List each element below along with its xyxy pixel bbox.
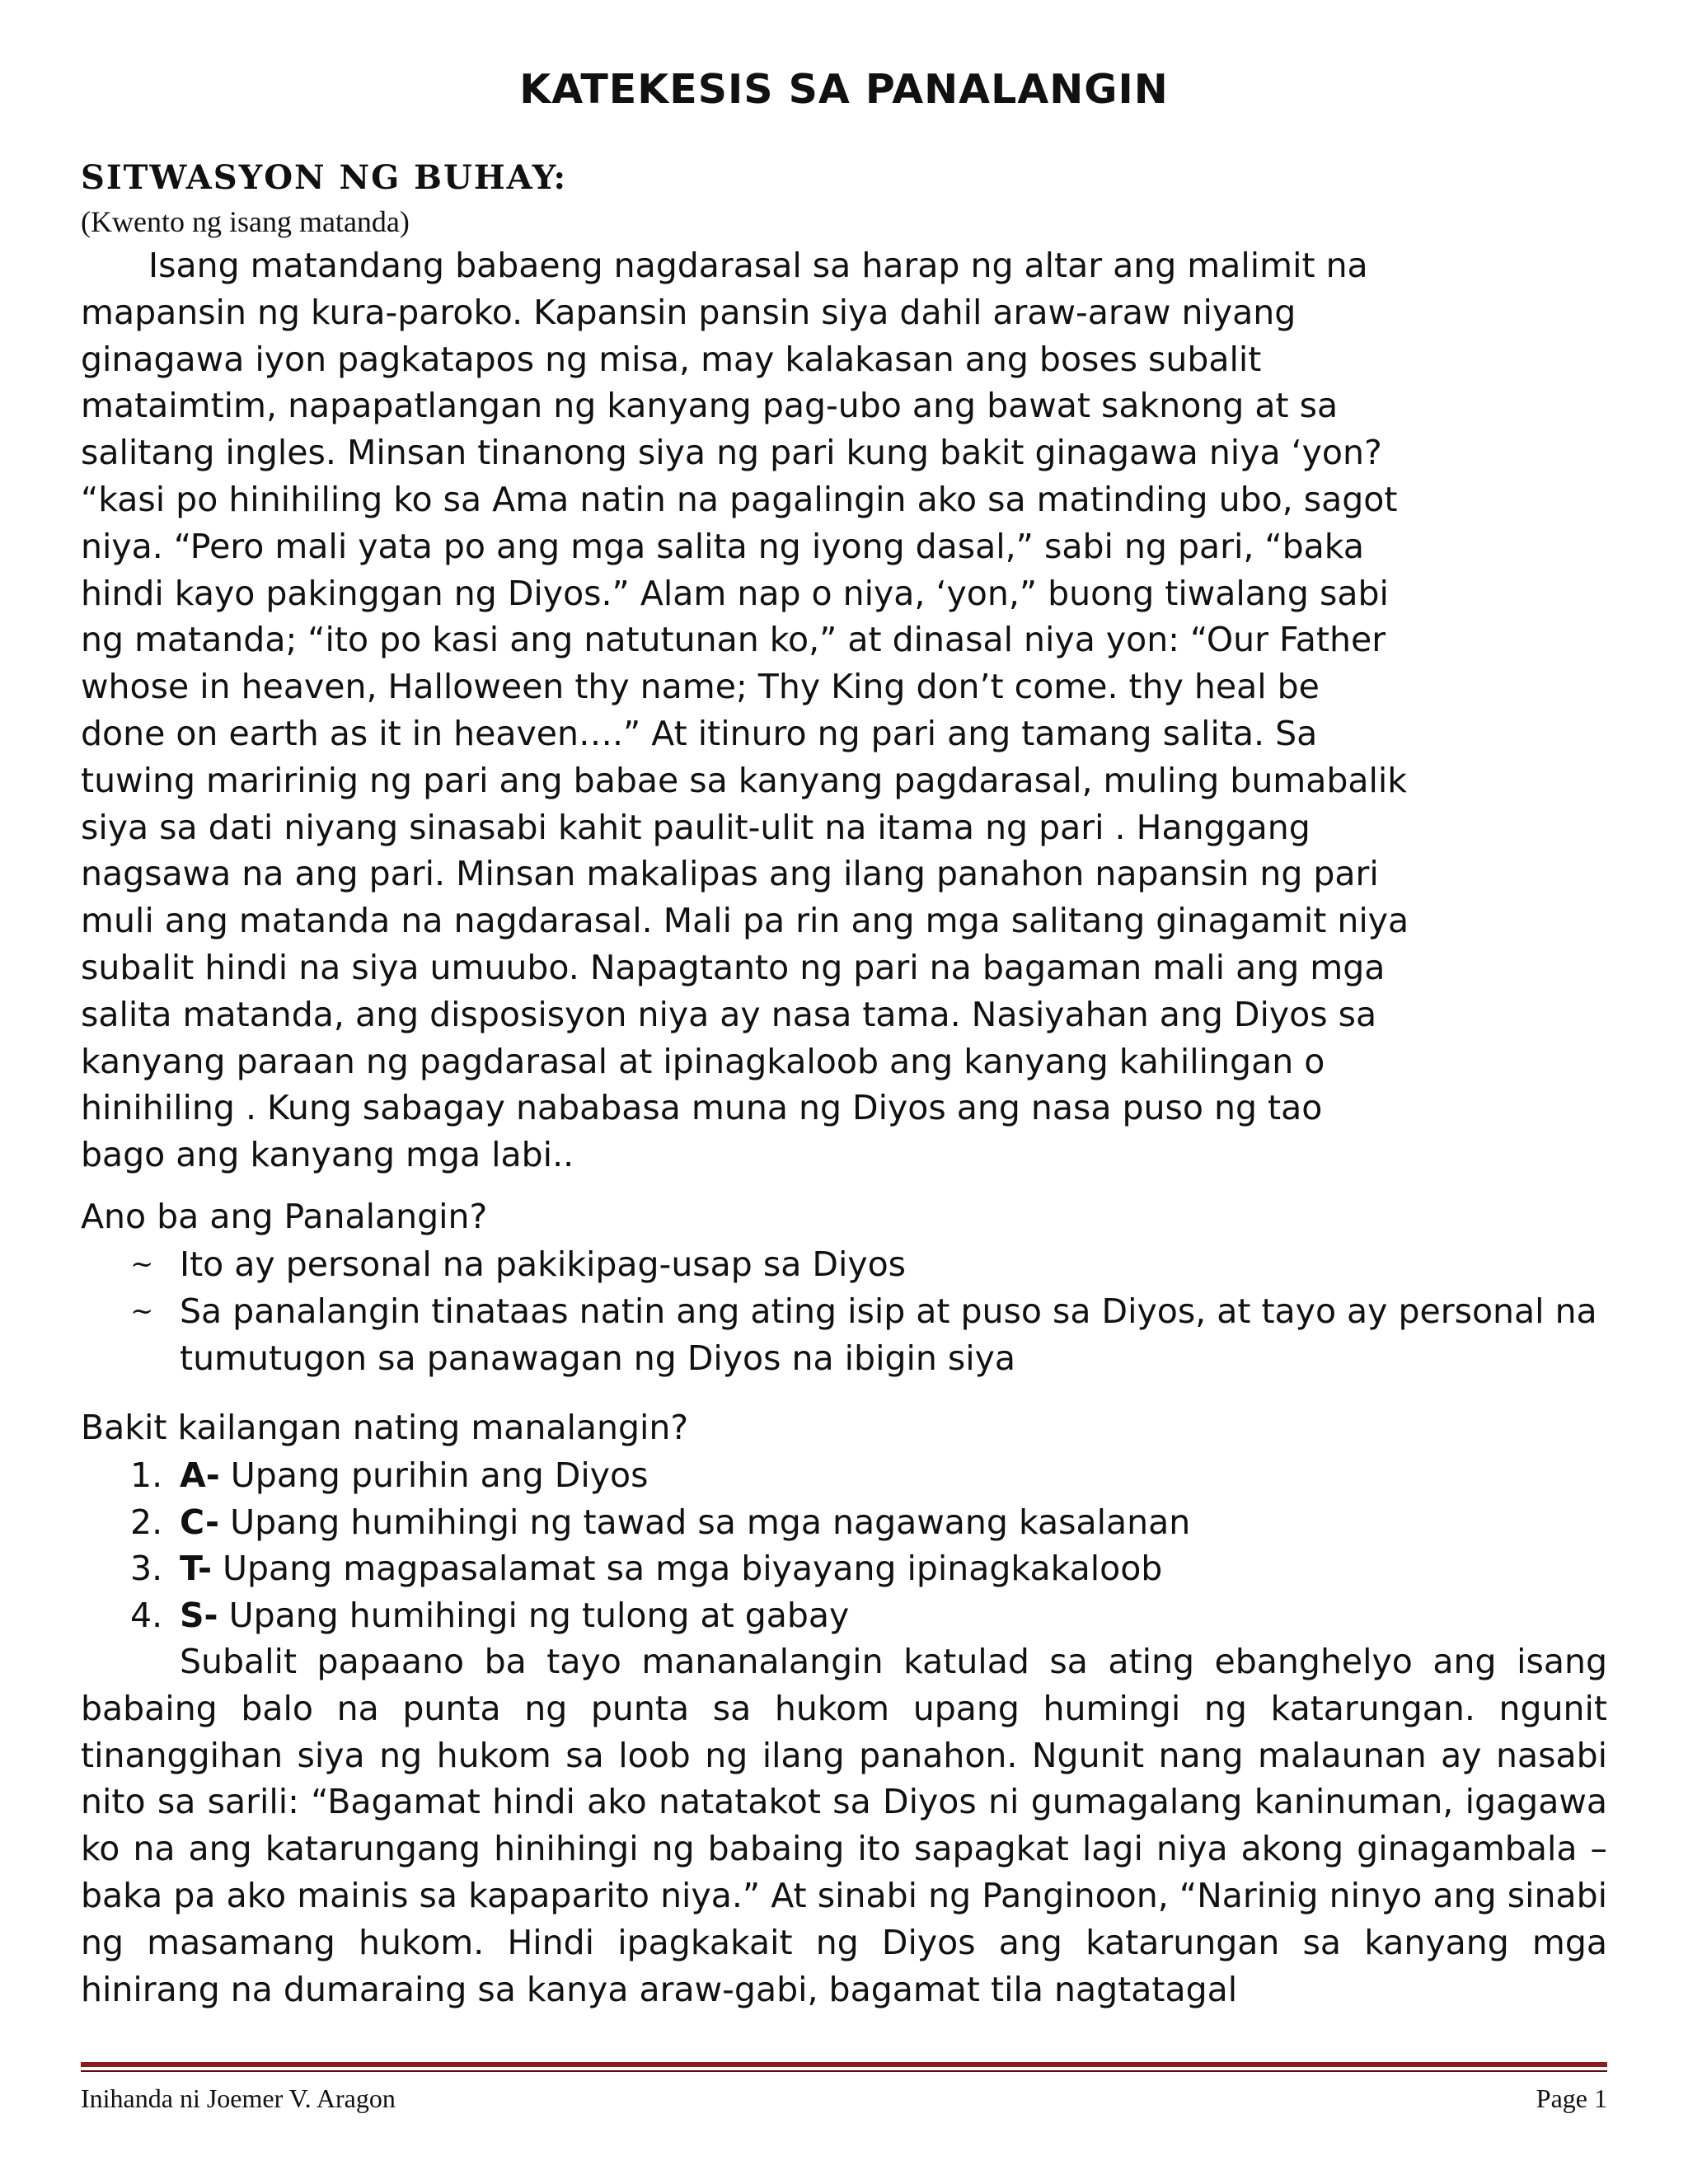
section-heading: SITWASYON NG BUHAY: [81,158,568,197]
page-number: Page 1 [1536,2083,1607,2113]
list-item-text: Upang humihingi ng tulong at gabay [218,1595,850,1635]
section-subheading: (Kwento ng isang matanda) [81,205,410,238]
list-item-key: A- [180,1455,220,1495]
list-item-text: Upang magpasalamat sa mga biyayang ipinagkakaloob [211,1549,1163,1588]
list-item-text: Ito ay personal na pakikipag-usap sa Diyos [180,1244,907,1284]
list-item [81,1545,1607,1592]
list-number: 2. [130,1502,163,1542]
tilde-bullet-icon: ~ [130,1295,154,1328]
list-number: 1. [130,1455,163,1495]
page-title: KATEKESIS SA PANALANGIN [519,66,1169,113]
list-item [81,1452,1607,1499]
story-paragraph: Isang matandang babaeng nagdarasal sa harap ng altar ang malimit na mapansin ng kura-paroko. Kapansin pansin siya dahil araw-araw niyang ginagawa iyon pagkatapos ng misa, may kalakasan ang boses subalit mataimtim, napapatlangan ng kanyang pag-ubo ang bawat saknong at sa salitang ingles. Minsan tinanong siya ng pari kung bakit ginagawa niya ‘yon? “kasi po hinihiling ko sa Ama natin na pagalingin ako sa matinding ubo, sagot niya. “Pero mali yata po ang mga salita ng iyong dasal,” sabi ng pari, “baka hindi kayo pakinggan ng Diyos.” Alam nap o niya, ‘yon,” buong tiwalang sabi ng matanda; “ito po kasi ang natutunan ko,” at dinasal niya yon: “Our Father whose in heaven, Halloween thy name; Thy King don’t come. thy heal be done on earth as it in heaven….” At itinuro ng pari ang tamang salita. Sa tuwing maririnig ng pari ang babae sa kanyang pagdarasal, muling bumabalik siya sa dati niyang sinasabi kahit paulit-ulit na itama ng pari . Hanggang nagsawa na ang pari. Minsan makalipas ang ilang panahon napansin ng pari muli ang matanda na nagdarasal. Mali pa rin ang mga salitang ginagamit niya subalit hindi na siya umuubo. Napagtanto ng pari na bagaman mali ang mga salita matanda, ang disposisyon niya ay nasa tama. Nasiyahan ang Diyos sa kanyang paraan ng pagdarasal at ipinagkaloob ang kanyang kahilingan o hinihiling . Kung sabagay nababasa muna ng Diyos ang nasa puso ng tao bago ang kanyang mga labi.. [81,246,1409,1175]
list-item-key: S- [180,1595,218,1635]
list-number: 4. [130,1595,163,1635]
closing-paragraph: Subalit papaano ba tayo mananalangin katulad sa ating ebanghelyo ang isang babaing balo na punta ng punta sa hukom upang humingi ng katarungan. ngunit tinanggihan siya ng hukom sa loob ng ilang panahon. Ngunit nang malaunan ay nasabi nito sa sarili: “Bagamat hindi ako natatakot sa Diyos ni gumagalang kaninuman, igagawa ko na ang katarungang hinihingi ng babaing ito sapagkat lagi niya akong ginagambala – baka pa ako mainis sa kapaparito niya.” At sinabi ng Panginoon, “Narinig ninyo ang sinabi ng masamang hukom. Hindi ipagkakait ng Diyos ang katarungan sa kanyang mga hinirang na dumaraing sa kanya araw-gabi, bagamat tila nagtatagal [81,1642,1607,2009]
acts-list [81,1452,1607,1638]
list-item [81,1288,1607,1382]
list-item [81,1592,1607,1639]
list-item-text: Upang humihingi ng tawad sa mga nagawang kasalanan [219,1502,1191,1542]
list-item-text: Sa panalangin tinataas natin ang ating isip at puso sa Diyos, at tayo ay personal na tumutugon sa panawagan ng Diyos na ibigin siya [180,1291,1597,1378]
list-item-key: C- [180,1502,220,1542]
footer-author: Inihanda ni Joemer V. Aragon [81,2083,396,2113]
list-item [81,1241,1607,1288]
list-number: 3. [130,1549,163,1588]
prayer-definition-list [81,1241,1607,1382]
question-why-pray: Bakit kailangan nating manalangin? [81,1408,689,1447]
list-item-key: T- [180,1549,212,1588]
footer-divider [81,2062,1607,2067]
tilde-bullet-icon: ~ [130,1248,154,1281]
list-item [81,1499,1607,1546]
question-what-is-prayer: Ano ba ang Panalangin? [81,1197,488,1236]
footer-divider-thin [81,2070,1607,2072]
list-item-text: Upang purihin ang Diyos [219,1455,649,1495]
